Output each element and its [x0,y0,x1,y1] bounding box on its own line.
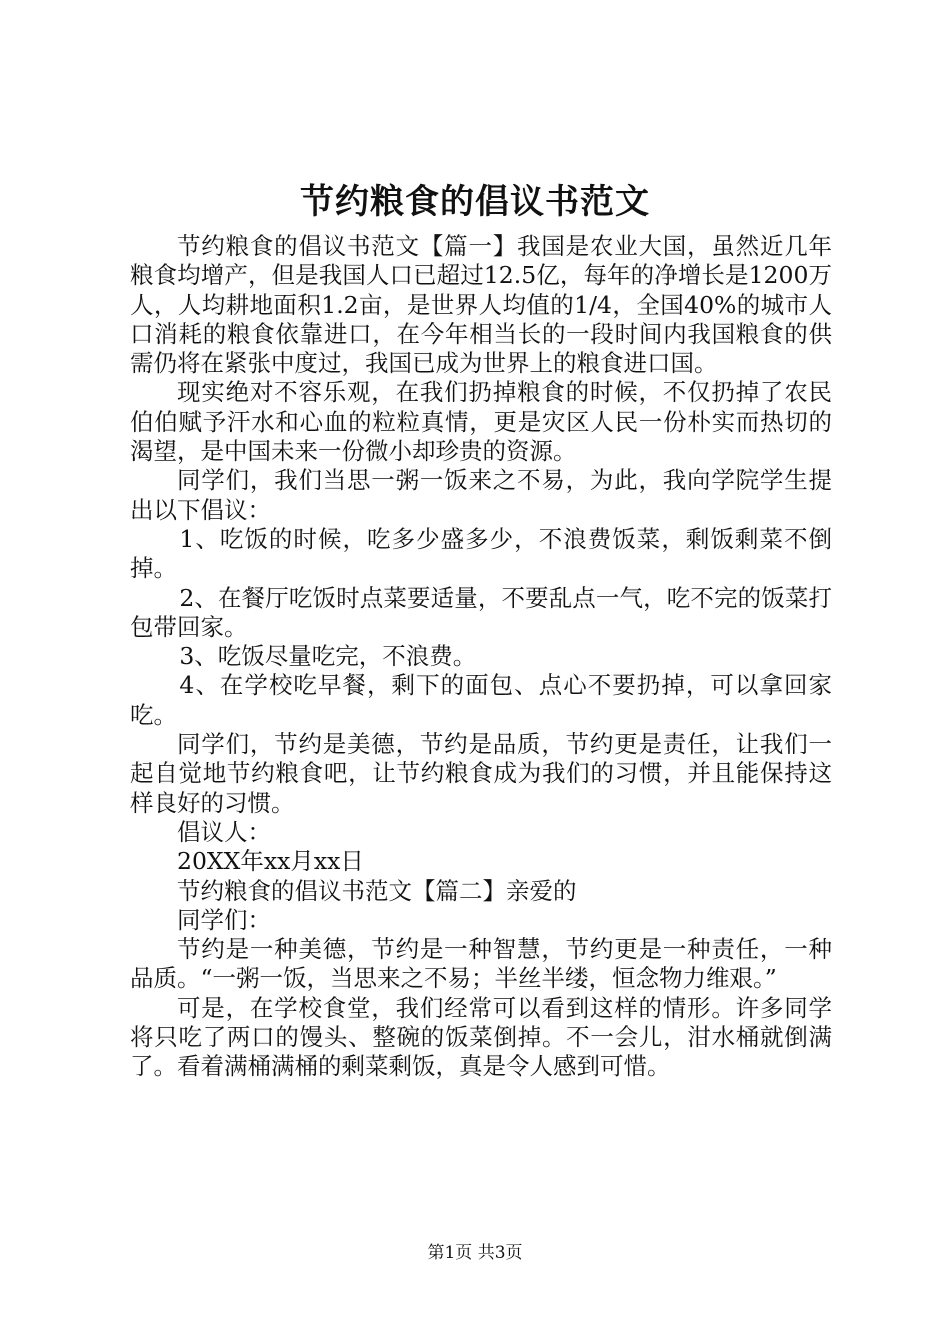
signature-label: 倡议人： [177,817,271,846]
salutation: 同学们： [177,905,271,934]
paragraph-intro: 节约粮食的倡议书范文【篇一】我国是农业大国，虽然近几年粮食均增产，但是我国人口已超过12.5亿，每年的净增长是1200万人，人均耕地面积1.2亩，是世界人均值的1/4，全国40%的城市人口消耗的粮食依靠进口，在今年相当长的一段时间内我国粮食的供需仍将在紧张中度过，我国已成为世界上的粮食进口国。 [130,232,832,378]
paragraph-reality: 现实绝对不容乐观，在我们扔掉粮食的时候，不仅扔掉了农民伯伯赋予汗水和心血的粒粒真情，更是灾区人民一份朴实而热切的渴望，是中国未来一份微小却珍贵的资源。 [130,378,832,466]
proposal-item-3: 3、吃饭尽量吃完，不浪费。 [179,642,477,671]
page-title: 节约粮食的倡议书范文 [300,182,650,222]
document-body [130,232,832,1082]
proposal-item-4: 4、在学校吃早餐，剩下的面包、点心不要扔掉，可以拿回家吃。 [130,671,832,729]
paragraph-appeal: 同学们，我们当思一粥一饭来之不易，为此，我向学院学生提出以下倡议： [130,466,832,524]
paragraph-virtue: 节约是一种美德，节约是一种智慧，节约更是一种责任，一种品质。“一粥一饭，当思来之不易；半丝半缕，恒念物力维艰。” [130,935,832,993]
page-footer: 第1页 共3页 [427,1243,523,1263]
proposal-item-2: 2、在餐厅吃饭时点菜要适量，不要乱点一气，吃不完的饭菜打包带回家。 [130,583,832,641]
paragraph-canteen: 可是，在学校食堂，我们经常可以看到这样的情形。许多同学将只吃了两口的馒头、整碗的饭菜倒掉。不一会儿，泔水桶就倒满了。看着满桶满桶的剩菜剩饭，真是令人感到可惜。 [130,993,832,1081]
section-two-heading: 节约粮食的倡议书范文【篇二】亲爱的 [177,876,577,905]
paragraph-closing: 同学们，节约是美德，节约是品质，节约更是责任，让我们一起自觉地节约粮食吧，让节约粮食成为我们的习惯，并且能保持这样良好的习惯。 [130,730,832,817]
proposal-item-1: 1、吃饭的时候，吃多少盛多少，不浪费饭菜，剩饭剩菜不倒掉。 [130,524,832,583]
signature-date: 20XX年xx月xx日 [177,847,364,876]
